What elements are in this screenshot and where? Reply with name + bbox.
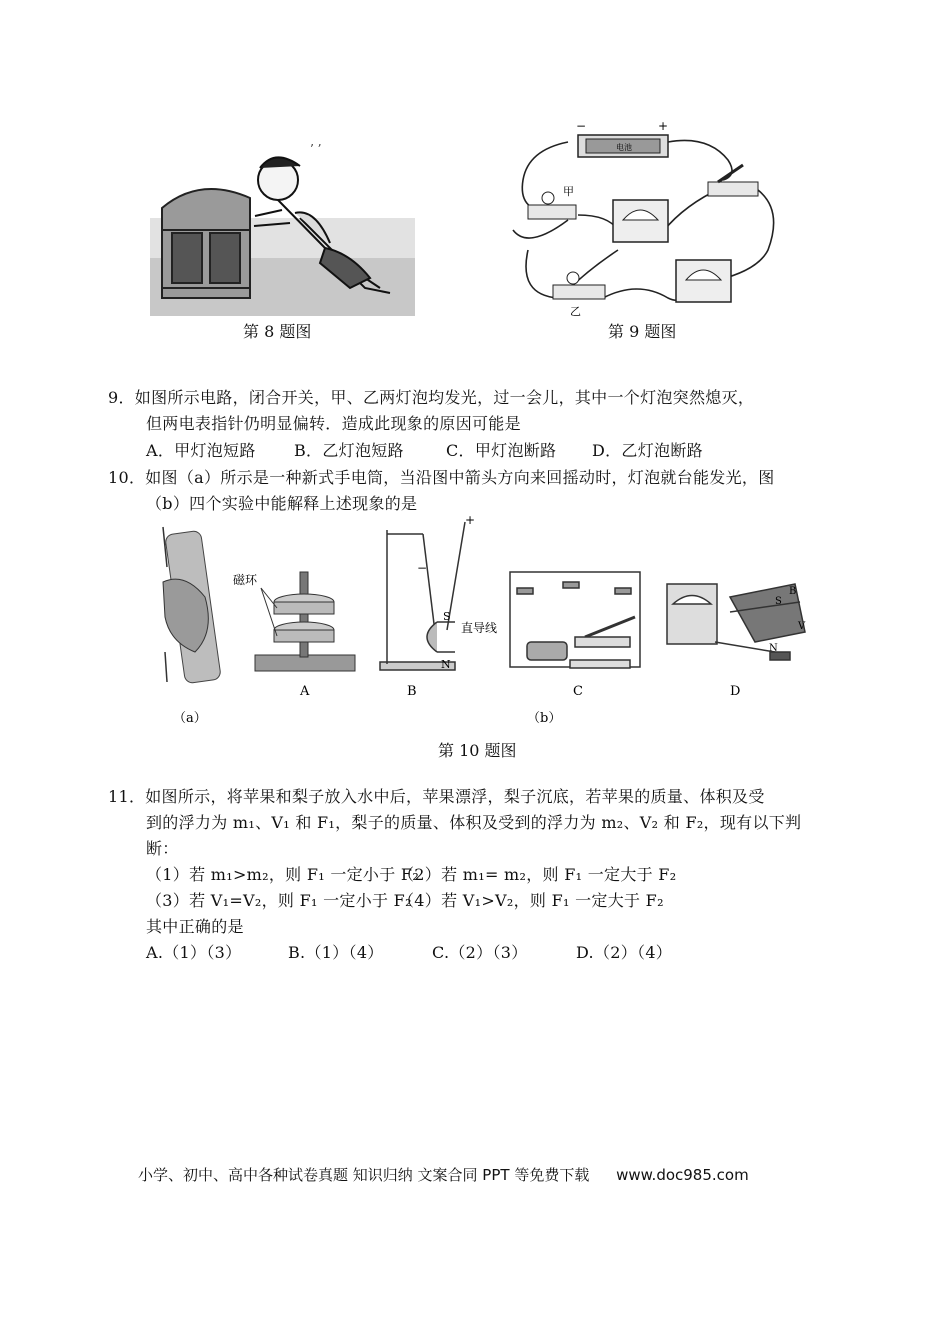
magnet-ring-label: 磁环	[233, 573, 258, 587]
flashlight-image	[163, 527, 221, 684]
q10-stem-line-2: （b）四个实验中能解释上述现象的是	[146, 494, 418, 513]
footer-text: 小学、初中、高中各种试卷真题 知识归纳 文案合同 PPT 等免费下载	[138, 1166, 590, 1184]
q11-judgement-2: （2）若 m₁= m₂，则 F₁ 一定大于 F₂	[398, 865, 677, 884]
figure-9-caption: 第 9 题图	[608, 322, 677, 341]
q10-stem-line-1: 10．如图（a）所示是一种新式手电筒，当沿图中箭头方向来回摇动时，灯泡就台能发光，图	[108, 468, 775, 487]
q9-option-b: B．乙灯泡短路	[294, 441, 404, 460]
q11-stem-line-1: 11．如图所示，将苹果和梨子放入水中后，苹果漂浮，梨子沉底，若苹果的质量、体积及受	[108, 787, 765, 806]
experiment-b-image	[380, 522, 465, 670]
q9-stem-line-1: 9．如图所示电路，闭合开关，甲、乙两灯泡均发光，过一会儿，其中一个灯泡突然熄灭，	[108, 388, 755, 407]
fig10-label-B: B	[407, 684, 417, 699]
straight-wire-label: 直导线	[461, 621, 498, 635]
fig10-label-A: A	[300, 684, 310, 699]
figure-9-circuit	[508, 120, 788, 316]
q9-option-a: A．甲灯泡短路	[146, 441, 256, 460]
fig10-label-C: C	[573, 684, 583, 699]
fig10-d-S: S	[775, 596, 782, 607]
lamp-b-label: 乙	[570, 305, 581, 316]
q9-stem-line-2: 但两电表指针仍明显偏转．造成此现象的原因可能是	[146, 414, 521, 433]
experiment-a-image	[255, 572, 355, 671]
svg-text:’ ’: ’ ’	[310, 142, 322, 156]
fig10-d-V: V	[798, 621, 806, 632]
q11-option-a: A.（1）（3）	[146, 943, 242, 962]
fig10-label-a: （a）	[173, 711, 207, 726]
footer	[138, 1164, 749, 1185]
experiment-c-image	[510, 572, 640, 668]
q11-options	[146, 940, 672, 963]
fig10-label-b: （b）	[527, 711, 562, 726]
experiment-d-image	[667, 584, 805, 660]
fig10-d-B: B	[789, 586, 797, 597]
lamp-a-label: 甲	[563, 185, 574, 198]
q9-options	[146, 438, 703, 461]
battery-minus: −	[576, 120, 587, 133]
q11-judgement-4: （4）若 V₁>V₂，则 F₁ 一定大于 F₂	[398, 891, 664, 910]
figure-8-illustration	[150, 138, 415, 316]
q11-judgement-1: （1）若 m₁>m₂，则 F₁ 一定小于 F₂	[146, 865, 420, 884]
q11-option-b: B.（1）（4）	[288, 943, 384, 962]
q11-option-d: D.（2）（4）	[576, 943, 673, 962]
fig10-b-plus: +	[465, 513, 476, 527]
fig10-label-D: D	[730, 684, 741, 699]
fig10-d-N: N	[769, 643, 778, 654]
q11-stem-line-3: 断：	[146, 839, 179, 858]
q11-stem-line-2: 到的浮力为 m₁、V₁ 和 F₁，梨子的质量、体积及受到的浮力为 m₂、V₂ 和 F₂，现有以下判	[146, 813, 802, 832]
footer-url[interactable]: www.doc985.com	[616, 1166, 749, 1184]
battery-plus: +	[658, 120, 669, 133]
fig10-b-S: S	[443, 610, 451, 623]
fig10-b-minus: −	[417, 561, 428, 575]
q11-ask: 其中正确的是	[146, 917, 244, 936]
q9-option-d: D．乙灯泡断路	[592, 441, 703, 460]
battery-label: 电池	[616, 143, 632, 152]
figure-10-caption: 第 10 题图	[438, 741, 517, 760]
figure-8-caption: 第 8 题图	[243, 322, 312, 341]
fig10-b-N: N	[441, 658, 451, 671]
q9-option-c: C．甲灯泡断路	[446, 441, 557, 460]
figure-10-illustration	[155, 512, 815, 727]
q11-option-c: C.（2）（3）	[432, 943, 528, 962]
q11-judgement-3: （3）若 V₁=V₂，则 F₁ 一定小于 F₂	[146, 891, 412, 910]
